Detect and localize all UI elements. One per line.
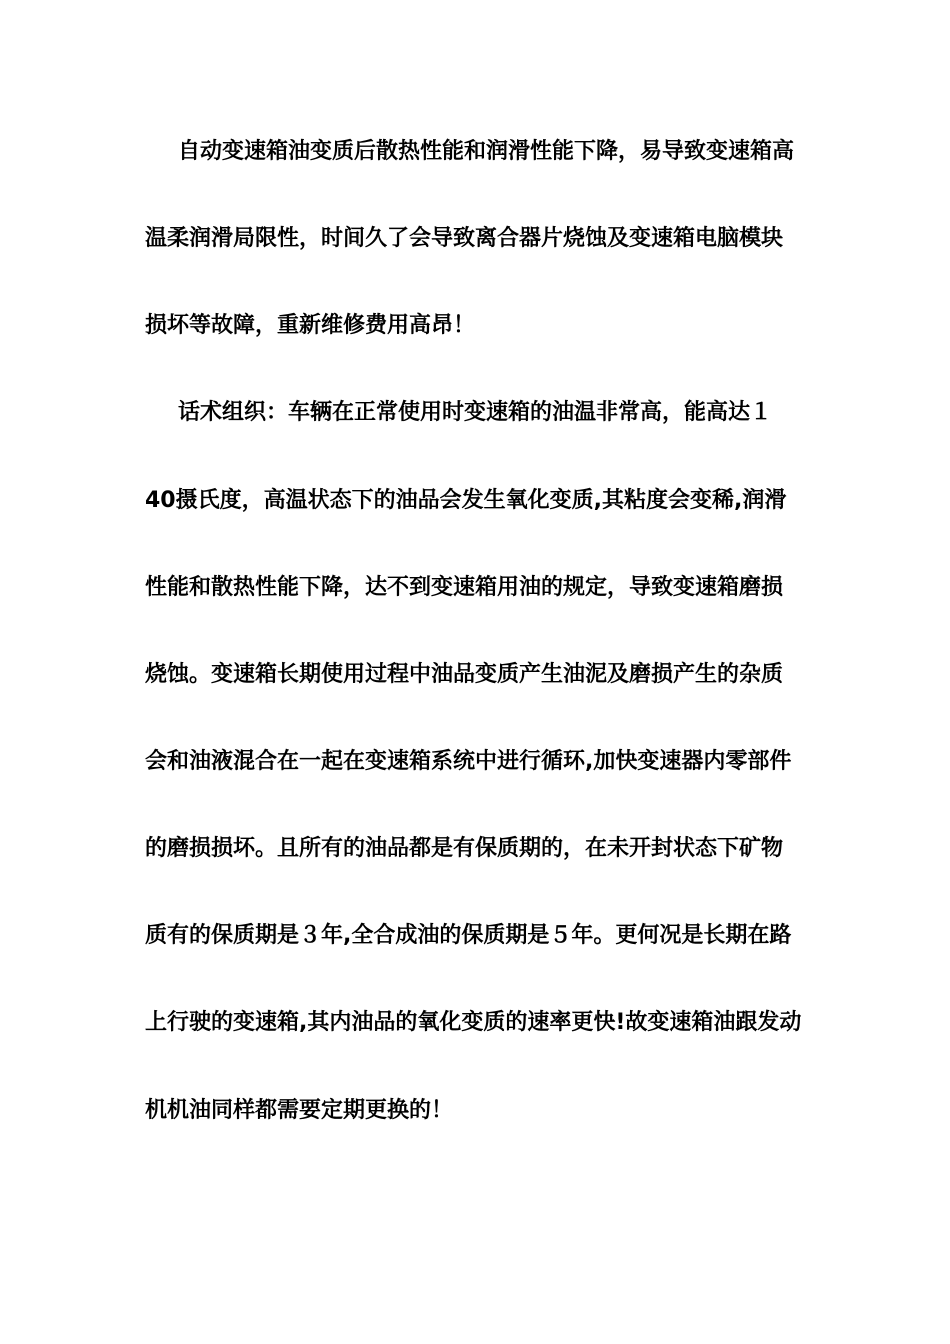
paragraph-2-line-8: 上行驶的变速箱,其内油品的氧化变质的速率更快!故变速箱油跟发动 <box>145 1010 802 1035</box>
paragraph-2-line-3: 性能和散热性能下降，达不到变速箱用油的规定，导致变速箱磨损 <box>145 575 784 600</box>
paragraph-2-line-7: 质有的保质期是３年,全合成油的保质期是５年。更何况是长期在路 <box>145 923 792 948</box>
paragraph-2-line-5: 会和油液混合在一起在变速箱系统中进行循环,加快变速器内零部件 <box>145 749 792 774</box>
paragraph-2-line-6: 的磨损损坏。且所有的油品都是有保质期的，在未开封状态下矿物 <box>145 836 784 861</box>
paragraph-2-line-1: 话术组织：车辆在正常使用时变速箱的油温非常高，能高达１ <box>178 400 773 425</box>
paragraph-2-line-2: 40摄氏度，高温状态下的油品会发生氧化变质,其粘度会变稀,润滑 <box>145 488 787 513</box>
paragraph-1-line-2: 温柔润滑局限性，时间久了会导致离合器片烧蚀及变速箱电脑模块 <box>145 226 784 251</box>
paragraph-1-line-3: 损坏等故障，重新维修费用高昂！ <box>145 313 476 338</box>
paragraph-2-line-9: 机机油同样都需要定期更换的！ <box>145 1098 454 1123</box>
paragraph-2-line-4: 烧蚀。变速箱长期使用过程中油品变质产生油泥及磨损产生的杂质 <box>145 662 784 687</box>
paragraph-1-line-1: 自动变速箱油变质后散热性能和润滑性能下降，易导致变速箱高 <box>178 139 795 164</box>
